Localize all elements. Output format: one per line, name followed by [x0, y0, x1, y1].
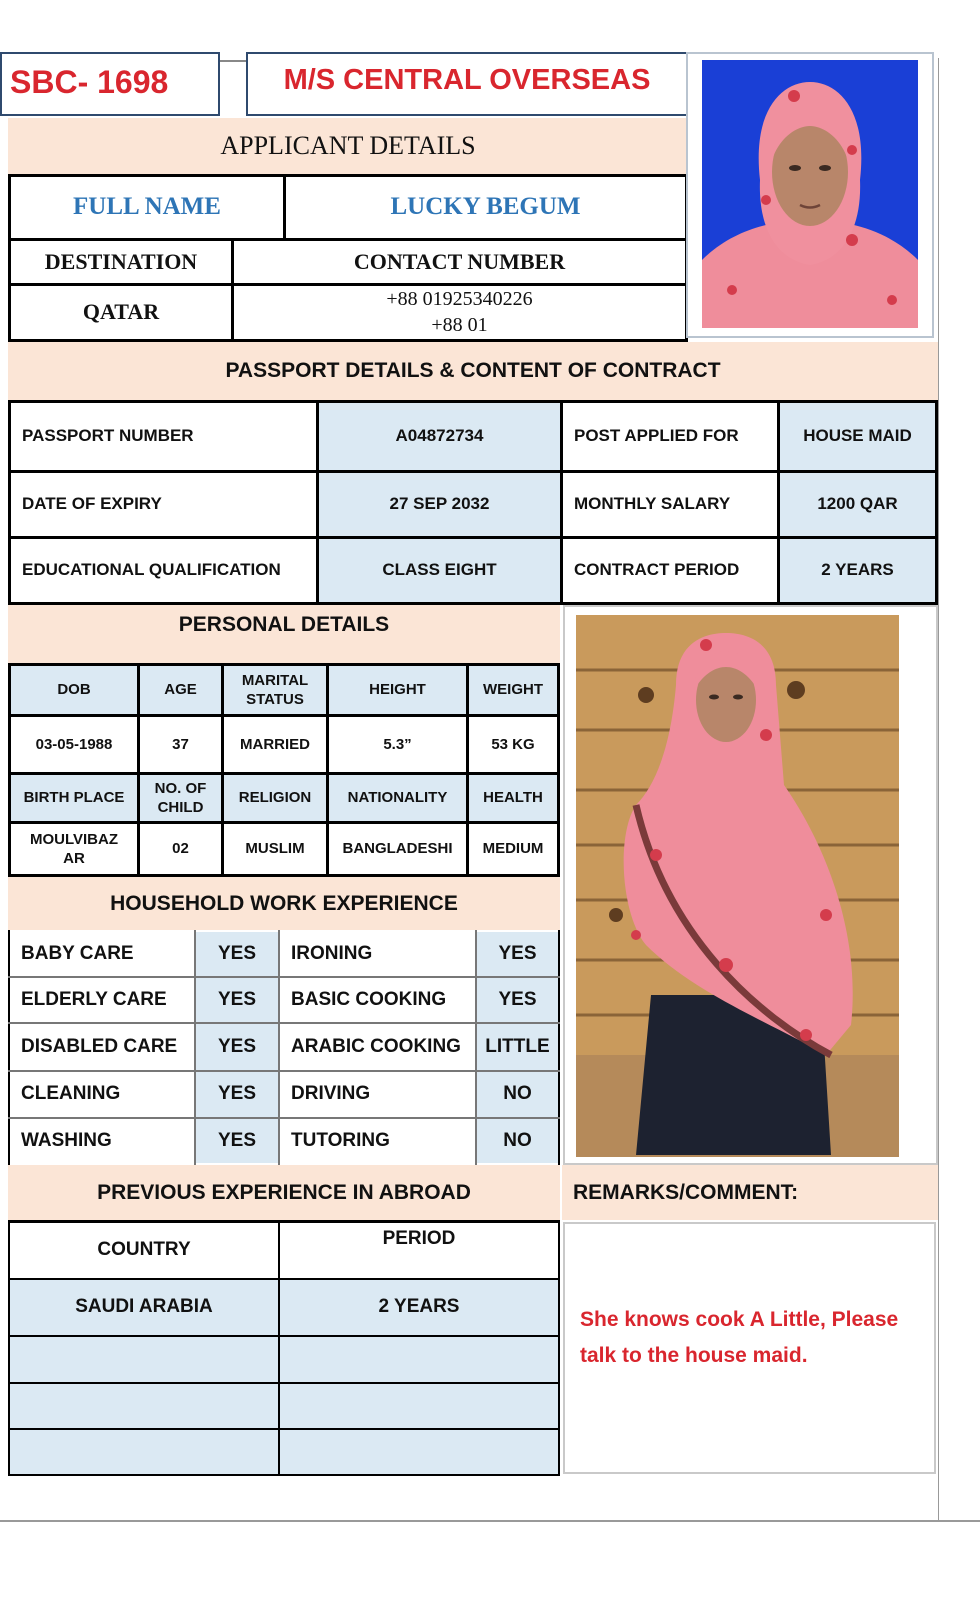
abroad-col-country: COUNTRY — [10, 1223, 278, 1278]
personal-header-height: HEIGHT — [329, 666, 466, 714]
contract-value-2: 1200 QAR — [780, 473, 935, 536]
household-value2-2: YES — [477, 978, 558, 1022]
passport-section-title: PASSPORT DETAILS & CONTENT OF CONTRACT — [8, 342, 938, 400]
personal-value-dob: 03-05-1988 — [11, 717, 137, 772]
household-skill2-5: TUTORING — [280, 1119, 475, 1163]
personal-section-title: PERSONAL DETAILS — [8, 605, 560, 665]
abroad-empty-row — [280, 1430, 558, 1474]
household-value-1: YES — [196, 932, 278, 976]
personal-header-marital: MARITAL STATUS — [224, 666, 326, 714]
abroad-empty-row — [10, 1337, 278, 1382]
personal-value-age: 37 — [140, 717, 221, 772]
abroad-section-title: PREVIOUS EXPERIENCE IN ABROAD — [8, 1165, 560, 1220]
abroad-col-period: PERIOD — [280, 1223, 558, 1278]
household-skill2-3: ARABIC COOKING — [280, 1024, 475, 1070]
remarks-text — [580, 1302, 930, 1374]
remarks-label: REMARKS/COMMENT: — [562, 1165, 938, 1220]
household-skill-5: WASHING — [10, 1119, 194, 1163]
full-name-value: LUCKY BEGUM — [390, 193, 581, 221]
personal-value-health: MEDIUM — [469, 824, 557, 874]
household-skill2-4: DRIVING — [280, 1072, 475, 1117]
abroad-empty-row — [10, 1430, 278, 1474]
household-skill-2: ELDERLY CARE — [10, 978, 194, 1022]
personal-value-weight: 53 KG — [469, 717, 557, 772]
personal-header-weight: WEIGHT — [469, 666, 557, 714]
page-right-rule — [938, 58, 939, 1520]
household-value-5: YES — [196, 1119, 278, 1163]
personal-value-nationality: BANGLADESHI — [329, 824, 466, 874]
passport-label-2: DATE OF EXPIRY — [11, 473, 316, 536]
abroad-empty-row — [10, 1384, 278, 1428]
passport-value-3: CLASS EIGHT — [319, 539, 560, 602]
personal-header-birthplace: BIRTH PLACE — [11, 775, 137, 821]
household-value-4: YES — [196, 1072, 278, 1117]
personal-value-religion: MUSLIM — [224, 824, 326, 874]
household-value2-4: NO — [477, 1072, 558, 1117]
personal-value-height: 5.3” — [329, 717, 466, 772]
contact-number-1: +88 01925340226 — [386, 288, 533, 310]
contract-value-3: 2 YEARS — [780, 539, 935, 602]
personal-header-dob: DOB — [11, 666, 137, 714]
agency-name: M/S CENTRAL OVERSEAS — [283, 64, 651, 96]
passport-photo — [702, 60, 918, 328]
abroad-country-1: SAUDI ARABIA — [10, 1280, 278, 1335]
full-name-label: FULL NAME — [73, 193, 221, 221]
header-rule — [220, 60, 246, 62]
passport-value-1: A04872734 — [319, 403, 560, 470]
personal-header-health: HEALTH — [469, 775, 557, 821]
personal-value-birthplace: MOULVIBAZ AR — [11, 824, 137, 874]
ref-code: SBC- 1698 — [10, 64, 169, 100]
portrait-figure — [702, 60, 918, 328]
personal-header-children: NO. OF CHILD — [140, 775, 221, 821]
contract-label-1: POST APPLIED FOR — [563, 403, 777, 470]
personal-value-children: 02 — [140, 824, 221, 874]
remarks-line-2: talk to the house maid. — [580, 1344, 808, 1367]
household-value-3: YES — [196, 1024, 278, 1070]
passport-label-1: PASSPORT NUMBER — [11, 403, 316, 470]
contact-values — [234, 286, 685, 339]
household-value2-1: YES — [477, 932, 558, 976]
destination-label: DESTINATION — [44, 248, 198, 274]
household-skill2-1: IRONING — [280, 932, 475, 976]
household-skill-1: BABY CARE — [10, 932, 194, 976]
personal-header-nationality: NATIONALITY — [329, 775, 466, 821]
personal-header-age: AGE — [140, 666, 221, 714]
household-skill2-2: BASIC COOKING — [280, 978, 475, 1022]
abroad-empty-row — [280, 1384, 558, 1428]
abroad-empty-row — [280, 1337, 558, 1382]
contact-number-2: +88 01 — [431, 314, 488, 336]
household-value-2: YES — [196, 978, 278, 1022]
full-body-photo — [576, 615, 899, 1157]
household-skill-4: CLEANING — [10, 1072, 194, 1117]
applicant-section-title: APPLICANT DETAILS — [8, 118, 688, 174]
household-value2-5: NO — [477, 1119, 558, 1163]
remarks-line-1: She knows cook A Little, Please — [580, 1308, 899, 1331]
household-skill-3: DISABLED CARE — [10, 1024, 194, 1070]
destination-value: QATAR — [82, 299, 160, 325]
passport-value-2: 27 SEP 2032 — [319, 473, 560, 536]
contract-label-3: CONTRACT PERIOD — [563, 539, 777, 602]
personal-value-marital: MARRIED — [224, 717, 326, 772]
passport-label-3: EDUCATIONAL QUALIFICATION — [11, 539, 316, 602]
household-section-title: HOUSEHOLD WORK EXPERIENCE — [8, 877, 560, 930]
personal-header-religion: RELIGION — [224, 775, 326, 821]
page-bottom-rule — [0, 1520, 980, 1522]
full-body-figure — [576, 615, 899, 1157]
contract-label-2: MONTHLY SALARY — [563, 473, 777, 536]
contract-value-1: HOUSE MAID — [780, 403, 935, 470]
household-value2-3: LITTLE — [477, 1024, 558, 1070]
abroad-period-1: 2 YEARS — [280, 1280, 558, 1335]
contact-label: CONTACT NUMBER — [353, 248, 566, 274]
